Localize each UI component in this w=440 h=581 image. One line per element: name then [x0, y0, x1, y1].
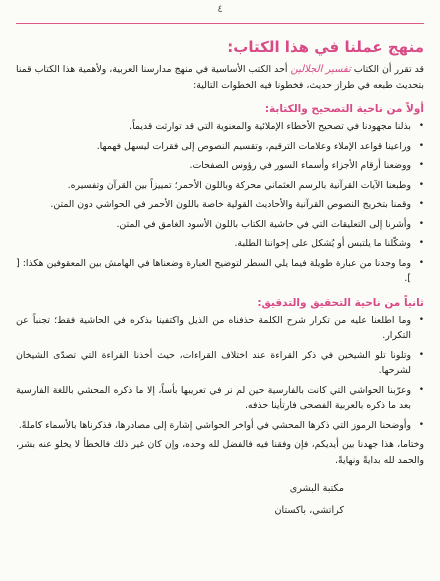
list-item: • وأوضحنا الرموز التي ذكرها المحشي في أواخر الحواشي إشارة إلى مصادرها، فذكرناها بالأسماء كاملةً. [16, 418, 424, 434]
list-item: • بذلنا مجهودنا في تصحيح الأخطاء الإملائية والمعنوية التي قد توارثت قديماً. [16, 119, 424, 135]
intro-after-book: أحد الكتب الأساسية في منهج مدارسنا العربية، ولأهمية هذا الكتاب قمنا بتحديث طبعه في طراز حديث، فخطونا فيه الخطوات التالية: [16, 64, 424, 91]
bullet-icon: • [418, 160, 424, 170]
page-number: ٤ [217, 4, 223, 15]
list-item: • وما اطلعنا عليه من تكرار شرح الكلمة حذفناه من الذيل واكتفينا بذكره في الحاشية فقط؛ تجنباً عن التكرار. [16, 314, 424, 341]
bullet-icon: • [418, 349, 424, 360]
intro-before-book: قد تقرر أن الكتاب [350, 64, 424, 75]
list-item: • وعرّبنا الحواشي التي كانت بالفارسية حين لم نر في تعريبها بأساً، إلا ما ذكره المحشي باللغة الفارسية بعد ما ذكره بالعربية الفصحى فارتأينا حذفه. [16, 384, 424, 411]
list-item: • ووضعنا أرقام الأجزاء وأسماء السور في رؤوس الصفحات. [16, 158, 424, 174]
bullet-icon: • [418, 121, 424, 131]
list-item: • وطبعنا الآيات القرآنية بالرسم العثماني محركة وباللون الأحمر؛ تمييزاً بين القرآن وتفسيره. [16, 178, 424, 194]
correction-list [16, 119, 424, 287]
bullet-icon: • [418, 140, 424, 151]
bullet-icon: • [418, 419, 424, 430]
section-title-verification: ثانياً من ناحية التحقيق والتدقيق: [257, 296, 424, 309]
signature-block [16, 478, 344, 522]
book-title: تفسير الجلالين [290, 64, 351, 75]
bullet-icon: • [418, 179, 424, 190]
bullet-icon: • [418, 218, 424, 229]
page-heading: منهج عملنا في هذا الكتاب: [227, 38, 424, 56]
bullet-icon: • [418, 314, 424, 325]
list-item: • وتلونا تلو الشيخين في ذكر القراءة عند اختلاف القراءات، حيث أخذنا القراءة التي تصدّى الشيخان لشرحها. [16, 349, 424, 376]
bullet-icon: • [418, 384, 424, 395]
verification-list [16, 313, 424, 434]
list-item: • وراعينا قواعد الإملاء وعلامات الترقيم، وتقسيم النصوص إلى فقرات ليسهل فهمها. [16, 139, 424, 155]
publisher-name: مكتبة البشرى [289, 483, 344, 494]
bullet-icon: • [418, 257, 424, 268]
list-item: • وشكّلنا ما يلتبس أو يُشكل على إخواننا الطلبة. [16, 236, 424, 252]
bullet-icon: • [418, 238, 424, 248]
bullet-icon: • [418, 199, 424, 209]
closing-paragraph: وختاما، هذا جهدنا بين أيديكم، فإن وفقنا فيه فالفضل لله وحده، وإن كان غير ذلك فالخطأ لا يخلو عنه بشر، والحمد لله بدايةً ونهايةً. [16, 439, 424, 466]
list-item: • وما وجدنا من عبارة طويلة فيما يلي السطر لتوضيح العبارة وضعناها في الهامش بين المعقوفين هكذا: [ ]. [16, 257, 424, 284]
top-rule [16, 23, 424, 24]
publisher-location: كراتشي، باكستان [274, 505, 344, 516]
list-item: • وقمنا بتخريج النصوص القرآنية والأحاديث القولية خاصة باللون الأحمر في الحواشي دون المتن. [16, 197, 424, 213]
list-item: • وأشرنا إلى التعليقات التي في حاشية الكتاب باللون الأسود الغامق في المتن. [16, 217, 424, 233]
intro-paragraph [16, 62, 424, 93]
section-title-correction: أولاً من ناحية التصحيح والكتابة: [264, 103, 424, 115]
